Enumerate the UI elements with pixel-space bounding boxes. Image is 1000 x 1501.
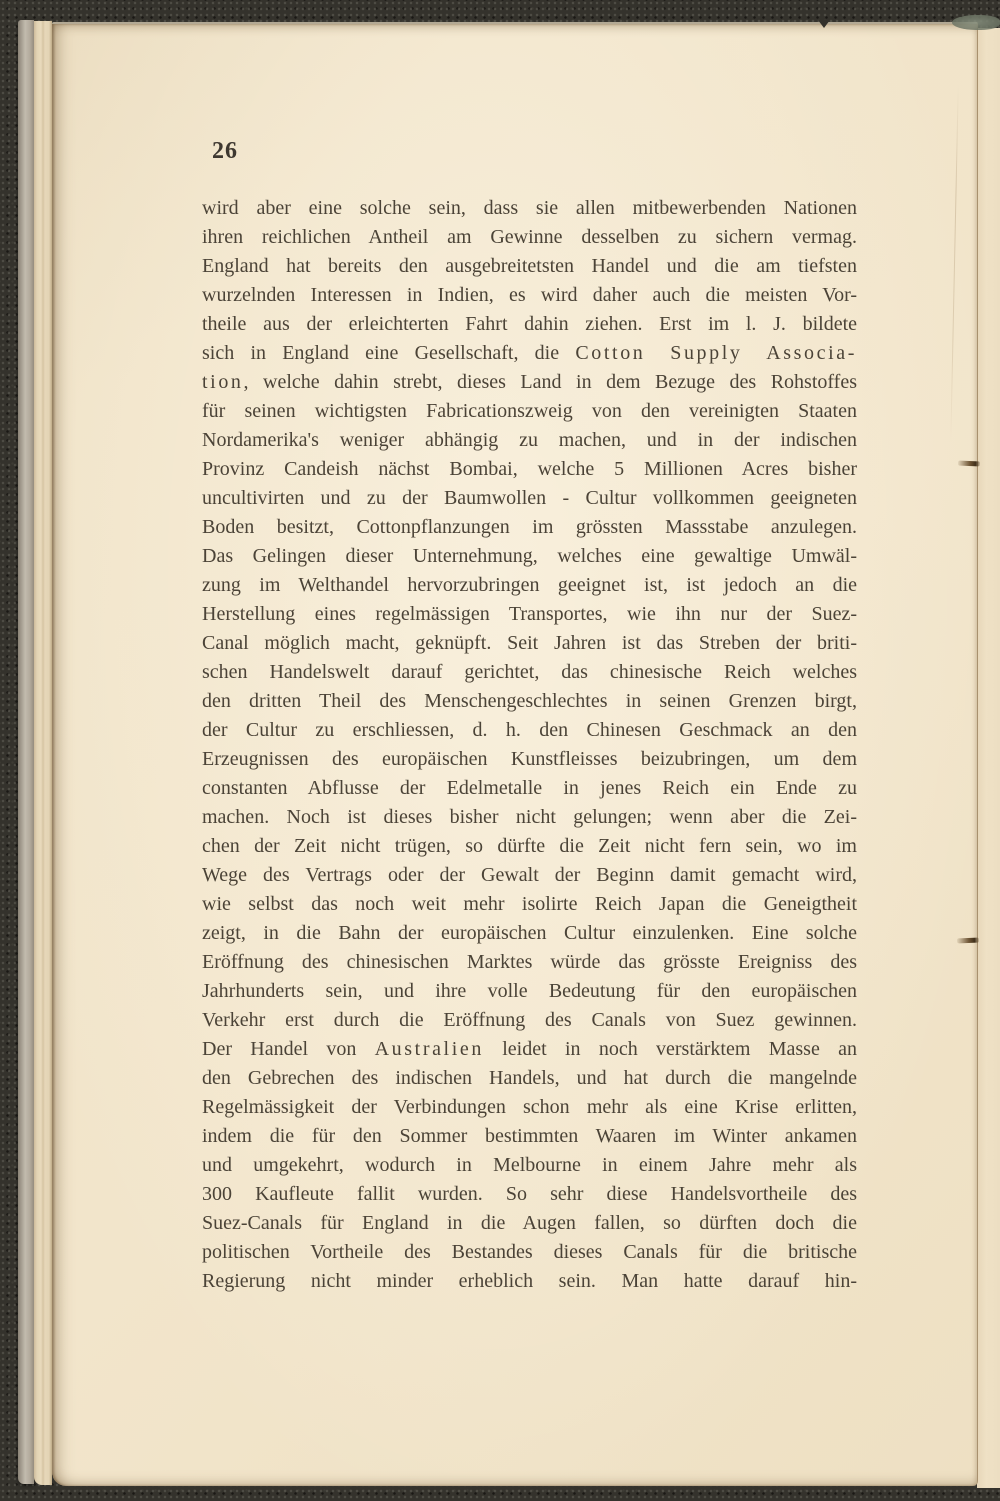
text-line: Wege des Vertrags oder der Gewalt der Beginn damit gemacht wird, [202,864,857,886]
underlying-page-edges [34,21,52,1485]
text-line: sich in England eine Gesellschaft, die Cotton Supply Associa- [202,342,857,364]
text-line: England hat bereits den ausgebreitetsten Handel und die am tiefsten [202,255,857,277]
text-line: zung im Welthandel hervorzubringen geeignet ist, ist jedoch an die [202,574,857,596]
text-line: den Gebrechen des indischen Handels, und hat durch die mangelnde [202,1067,857,1089]
text-line: wurzelnden Interessen in Indien, es wird daher auch die meisten Vor- [202,284,857,306]
text-line: 300 Kaufleute fallit wurden. So sehr diese Handelsvortheile des [202,1183,857,1205]
book-page [52,22,978,1486]
text-line: wird aber eine solche sein, dass sie allen mitbewerbenden Nationen [202,197,857,219]
text-line: Verkehr erst durch die Eröffnung des Canals von Suez gewinnen. [202,1009,857,1031]
next-page-edge [977,28,1000,1488]
text-line: Regierung nicht minder erheblich sein. Man hatte darauf hin- [202,1270,857,1292]
text-line: wie selbst das noch weit mehr isolirte Reich Japan die Geneigtheit [202,893,857,915]
scan-blemish [952,15,1000,30]
text-line: Nordamerika's weniger abhängig zu machen, und in der indischen [202,429,857,451]
text-block [202,194,857,1296]
text-line: ihren reichlichen Antheil am Gewinne desselben zu sichern vermag. [202,226,857,248]
text-line: Der Handel von Australien leidet in noch verstärktem Masse an [202,1038,857,1060]
text-line: Eröffnung des chinesischen Marktes würde das grösste Ereigniss des [202,951,857,973]
text-line: politischen Vortheile des Bestandes dieses Canals für die britische [202,1241,857,1263]
page-edge-notch [957,938,979,944]
text-line: theile aus der erleichterten Fahrt dahin ziehen. Erst im l. J. bildete [202,313,857,335]
text-line: der Cultur zu erschliessen, d. h. den Chinesen Geschmack an den [202,719,857,741]
text-line: Boden besitzt, Cottonpflanzungen im grössten Massstabe anzulegen. [202,516,857,538]
book-cover-edge [18,20,34,1484]
text-line: schen Handelswelt darauf gerichtet, das chinesische Reich welches [202,661,857,683]
text-line: den dritten Theil des Menschengeschlechtes in seinen Grenzen birgt, [202,690,857,712]
text-line: chen der Zeit nicht trügen, so dürfte die Zeit nicht fern sein, wo im [202,835,857,857]
text-line: Herstellung eines regelmässigen Transportes, wie ihn nur der Suez- [202,603,857,625]
text-line: Provinz Candeish nächst Bombai, welche 5 Millionen Acres bisher [202,458,857,480]
text-line: und umgekehrt, wodurch in Melbourne in einem Jahre mehr als [202,1154,857,1176]
text-line: uncultivirten und zu der Baumwollen - Cultur vollkommen geeigneten [202,487,857,509]
text-line: Canal möglich macht, geknüpft. Seit Jahren ist das Streben der briti- [202,632,857,654]
text-line: machen. Noch ist dieses bisher nicht gelungen; wenn aber die Zei- [202,806,857,828]
text-line: constanten Abflusse der Edelmetalle in jenes Reich ein Ende zu [202,777,857,799]
text-line: indem die für den Sommer bestimmten Waaren im Winter ankamen [202,1125,857,1147]
text-line: Suez-Canals für England in die Augen fallen, so dürften doch die [202,1212,857,1234]
paper-crease [950,84,959,444]
text-line: zeigt, in die Bahn der europäischen Cultur einzulenken. Eine solche [202,922,857,944]
page-edge-notch [958,461,980,467]
text-line: für seinen wichtigsten Fabricationszweig von den vereinigten Staaten [202,400,857,422]
text-line: Jahrhunderts sein, und ihre volle Bedeutung für den europäischen [202,980,857,1002]
page-edge-nick [818,20,830,28]
text-line: Das Gelingen dieser Unternehmung, welches eine gewaltige Umwäl- [202,545,857,567]
text-line: Erzeugnissen des europäischen Kunstfleisses beizubringen, um dem [202,748,857,770]
text-line: Regelmässigkeit der Verbindungen schon mehr als eine Krise erlitten, [202,1096,857,1118]
page-number: 26 [212,138,238,164]
text-line: tion, welche dahin strebt, dieses Land in dem Bezuge des Rohstoffes [202,371,857,393]
